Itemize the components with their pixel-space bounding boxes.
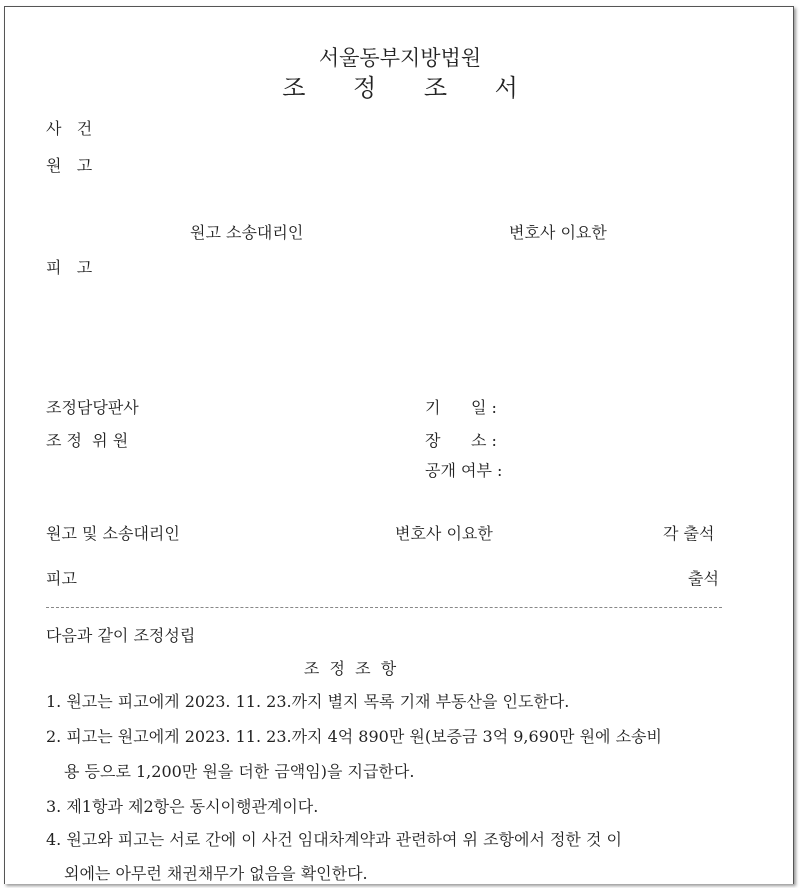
intro-text: 다음과 같이 조정성립 (46, 626, 196, 645)
term-item-2-line-2: 용 등으로 1,200만 원을 더한 금액임)을 지급한다. (64, 762, 415, 781)
attendance-defendant-status: 출석 (688, 569, 719, 588)
attendance-plaintiff-label: 원고 및 소송대리인 (46, 524, 180, 543)
public-label: 공개 여부 : (425, 461, 503, 480)
case-label: 사 건 (46, 119, 93, 138)
plaintiff-rep-name: 변호사 이요한 (509, 223, 607, 242)
place-label: 장 소 : (425, 431, 497, 450)
document-title: 조 정 조 서 (282, 74, 538, 102)
court-name: 서울동부지방법원 (318, 46, 482, 70)
term-item-1: 1. 원고는 피고에게 2023. 11. 23.까지 별지 목록 기재 부동산을 인도한다. (46, 692, 570, 711)
attendance-defendant-label: 피고 (46, 569, 77, 588)
dashed-separator (46, 607, 722, 608)
term-item-3: 3. 제1항과 제2항은 동시이행관계이다. (46, 797, 319, 816)
plaintiff-rep-label: 원고 소송대리인 (190, 223, 304, 242)
term-item-2-line-1: 2. 피고는 원고에게 2023. 11. 23.까지 4억 890만 원(보증금 3억 9,690만 원에 소송비 (46, 727, 662, 746)
date-label: 기 일 : (425, 398, 497, 417)
judge-label: 조정담당판사 (46, 398, 139, 417)
term-item-4-line-1: 4. 원고와 피고는 서로 간에 이 사건 임대차계약과 관련하여 위 조항에서 정한 것 이 (46, 830, 622, 849)
committee-label: 조 정 위 원 (46, 431, 129, 450)
plaintiff-label: 원 고 (46, 156, 93, 175)
terms-title: 조 정 조 항 (303, 659, 397, 678)
term-item-4-line-2: 외에는 아무런 채권채무가 없음을 확인한다. (64, 864, 368, 883)
attendance-plaintiff-lawyer: 변호사 이요한 (395, 524, 493, 543)
defendant-label: 피 고 (46, 258, 93, 277)
attendance-plaintiff-status: 각 출석 (663, 524, 715, 543)
